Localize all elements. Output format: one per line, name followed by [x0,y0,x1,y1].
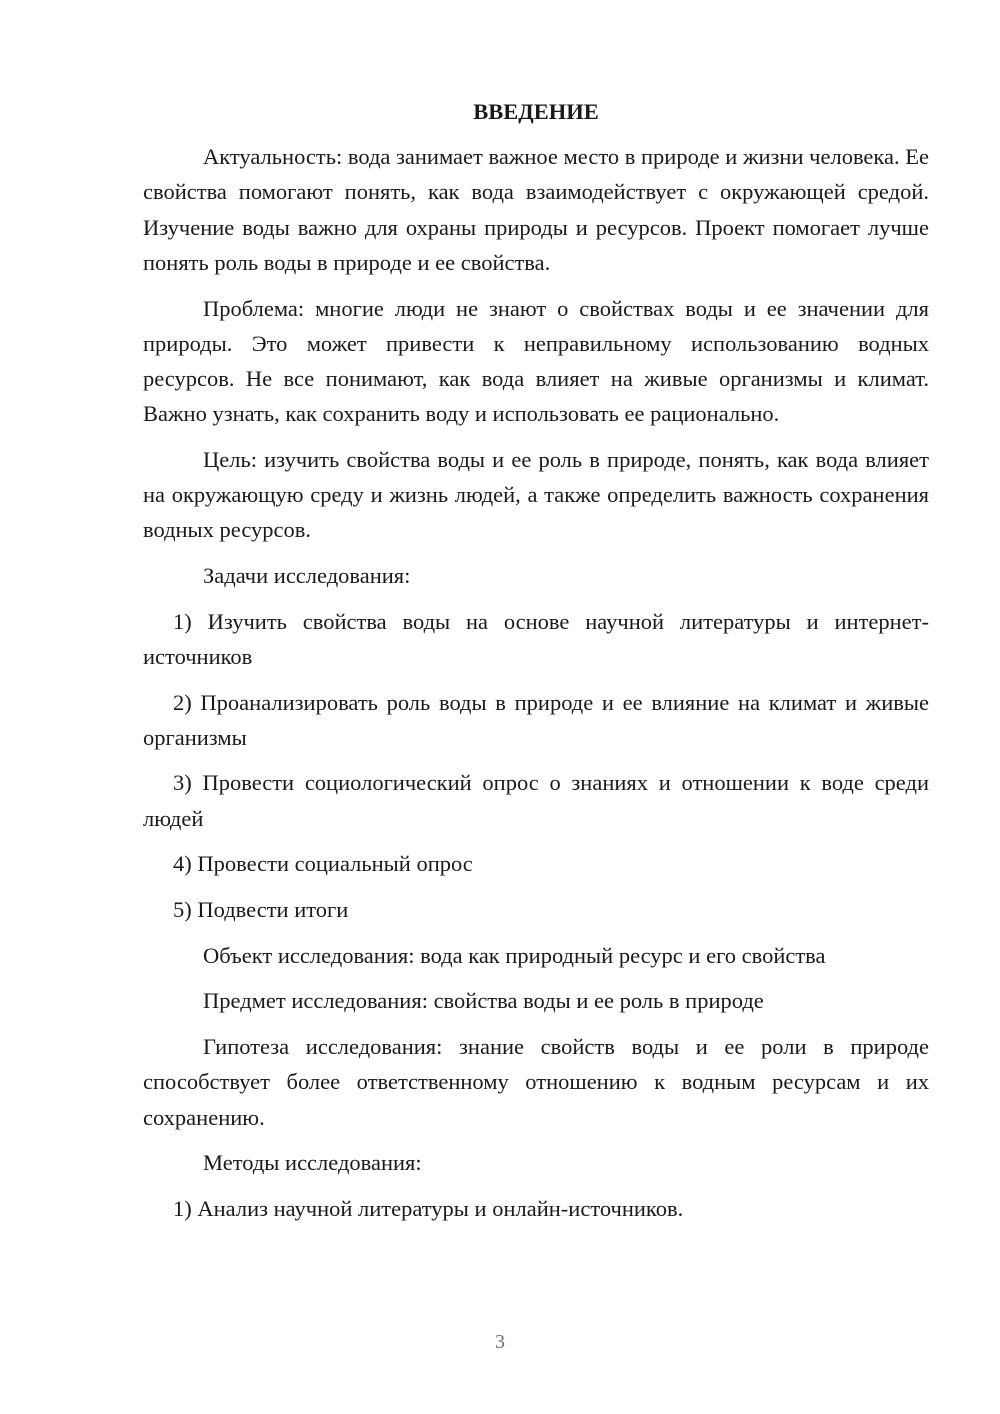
task-item-4: 4) Провести социальный опрос [173,851,473,877]
goal-paragraph: Цель: изучить свойства воды и ее роль в природе, понять, как вода влияет на окружающую среду и жизнь людей, а также определить важность сохранения водных ресурсов. [143,446,929,543]
task-item-1: 1) Изучить свойства воды на основе научной литературы и интернет-источников [143,608,929,669]
page-title: ВВЕДЕНИЕ [473,99,599,124]
page-number: 3 [495,1331,505,1353]
problem-paragraph: Проблема: многие люди не знают о свойствах воды и ее значении для природы. Это может привести к неправильному использованию водных ресурсов. Не все понимают, как вода влияет на живые организмы и климат. Важно узнать, как сохранить воду и использовать ее рационально. [143,295,929,427]
method-item-1: 1) Анализ научной литературы и онлайн-источников. [173,1195,684,1221]
subject-paragraph: Предмет исследования: свойства воды и ее роль в природе [203,988,764,1014]
task-item-2: 2) Проанализировать роль воды в природе и ее влияние на климат и живые организмы [143,689,929,750]
task-item-3: 3) Провести социологический опрос о знаниях и отношении к воде среди людей [143,770,929,831]
methods-heading: Методы исследования: [203,1150,422,1176]
document-page [143,94,929,1237]
object-paragraph: Объект исследования: вода как природный ресурс и его свойства [203,942,826,968]
task-item-5: 5) Подвести итоги [173,897,349,923]
relevance-paragraph: Актуальность: вода занимает важное место в природе и жизни человека. Ее свойства помогают понять, как вода взаимодействует с окружающей средой. Изучение воды важно для охраны природы и ресурсов. Проект помогает лучше понять роль воды в природе и ее свойства. [143,144,929,275]
hypothesis-paragraph: Гипотеза исследования: знание свойств воды и ее роли в природе способствует более ответственному отношению к водным ресурсам и их сохранению. [143,1034,929,1130]
tasks-heading: Задачи исследования: [203,562,411,588]
